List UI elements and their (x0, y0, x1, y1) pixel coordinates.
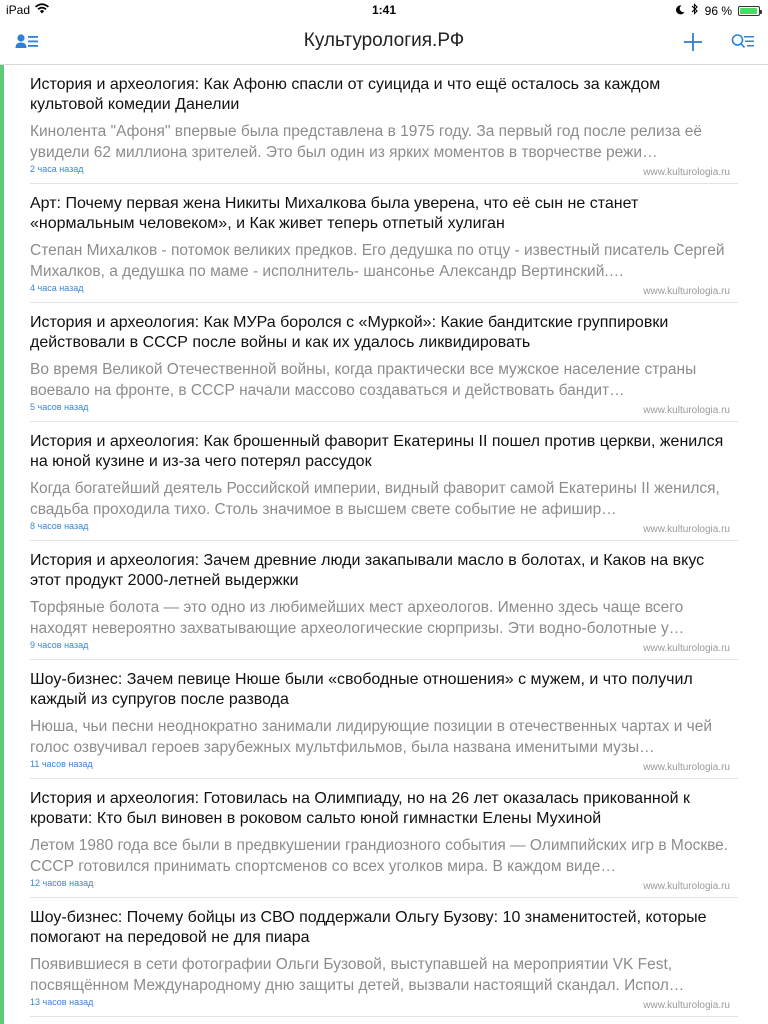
feed-item-title: История и археология: Готовилась на Олимпиаду, но на 26 лет оказалась прикованной к кровати: Кто был виновен в роковом сальто юной гимнастки Елены Мухиной (30, 790, 691, 827)
bluetooth-icon (691, 3, 699, 18)
feed-item-source: www.kulturologia.ru (643, 881, 730, 892)
news-feed (30, 65, 738, 1017)
feed-item-title: История и археология: Как брошенный фаворит Екатерины II пошел против церкви, женился на юной кузине и из-за чего потерял рассудок (30, 433, 724, 470)
unread-accent-bar (0, 65, 4, 1024)
feed-item[interactable] (30, 65, 738, 184)
feed-item-time: 13 часов назад (30, 997, 94, 1007)
feed-item-time: 8 часов назад (30, 521, 89, 531)
feed-item-excerpt: Торфяные болота — это одно из любимейших мест археологов. Именно здесь чаще всего находят невероятно захватывающие археологические сюрпризы. Эти водно-болотные у… (30, 599, 685, 637)
feed-item-title: Шоу-бизнес: Зачем певице Нюше были «свободные отношения» с мужем, и что получил каждый из супругов после развода (30, 671, 693, 708)
feed-item[interactable] (30, 660, 738, 779)
feed-item-excerpt: Появившиеся в сети фотографии Ольги Бузовой, выступавшей на мероприятии VK Fest, посвящённом Международному дню защиты детей, вызвали настоящий скандал. Испол… (30, 956, 685, 994)
battery-percent: 96 % (704, 3, 732, 18)
feed-item-source: www.kulturologia.ru (643, 762, 730, 773)
battery-fill (740, 8, 757, 14)
feed-item-time: 2 часа назад (30, 164, 84, 174)
feed-item-source: www.kulturologia.ru (643, 286, 730, 297)
feed-item-title: История и археология: Как Афоню спасли от суицида и что ещё осталось за каждом культовой комедии Данелии (30, 76, 661, 113)
feed-item-excerpt: Летом 1980 года все были в предвкушении грандиозного события — Олимпийских игр в Москве. СССР готовился принимать спортсменов со всех уголков мира. В каждом виде… (30, 837, 729, 875)
feed-item[interactable] (30, 184, 738, 303)
feed-item-source: www.kulturologia.ru (643, 643, 730, 654)
moon-icon (675, 4, 685, 18)
page-title: Культурология.РФ (303, 30, 465, 51)
feed-item-time: 12 часов назад (30, 878, 94, 888)
nav-bar (0, 20, 768, 65)
device-label: iPad (6, 3, 31, 17)
feed-item-title: Шоу-бизнес: Почему бойцы из СВО поддержали Ольгу Бузову: 10 знаменитостей, которые помогают на передовой не для пиара (30, 909, 707, 946)
battery-icon (738, 6, 760, 16)
feed-item-excerpt: Во время Великой Отечественной войны, когда практически все мужское население страны воевало на фронте, в СССР начали массово создаваться и действовать бандит… (30, 361, 697, 399)
feed-item[interactable] (30, 422, 738, 541)
feed-item-excerpt: Когда богатейший деятель Российской империи, видный фаворит самой Екатерины II женился, свадьба проходила тихо. Столь значимое в высшем свете событие не афишир… (30, 480, 720, 518)
feed-item-time: 9 часов назад (30, 640, 89, 650)
feed-item[interactable] (30, 541, 738, 660)
feed-item-source: www.kulturologia.ru (643, 1000, 730, 1011)
feed-item[interactable] (30, 898, 738, 1017)
feed-item-time: 4 часа назад (30, 283, 84, 293)
status-bar (0, 0, 768, 20)
feed-item[interactable] (30, 779, 738, 898)
feed-item-source: www.kulturologia.ru (643, 167, 730, 178)
add-icon (683, 32, 703, 52)
feed-item-excerpt: Кинолента "Афоня" впервые была представлена в 1975 году. За первый год после релиза её увидели 62 миллиона зрителей. Это был один из ярких моментов в творчестве режи… (30, 123, 702, 161)
feed-item-title: История и археология: Как МУРа боролся с «Муркой»: Какие бандитские группировки действовали в СССР после войны и как их удалось ликвидировать (30, 314, 669, 351)
feed-item-excerpt: Нюша, чьи песни неоднократно занимали лидирующие позиции в отечественных чартах и чей голос озвучивал героев зарубежных мультфильмов, была названа именитыми музы… (30, 718, 713, 756)
feed-item-source: www.kulturologia.ru (643, 524, 730, 535)
feed-item-time: 11 часов назад (30, 759, 93, 769)
feed-item-time: 5 часов назад (30, 402, 89, 412)
feed-item-title: История и археология: Зачем древние люди закапывали масло в болотах, и Каков на вкус этот продукт 2000-летней выдержки (30, 552, 705, 589)
search-filter-button[interactable] (730, 30, 756, 54)
feed-item[interactable] (30, 303, 738, 422)
filter-icon (730, 32, 756, 52)
status-time: 1:41 (371, 3, 397, 17)
feed-item-title: Арт: Почему первая жена Никиты Михалкова была уверена, что её сын не станет «нормальным человеком», и Как живет теперь отпетый хулиган (30, 195, 639, 232)
feed-item-source: www.kulturologia.ru (643, 405, 730, 416)
feed-item-excerpt: Степан Михалков - потомок великих предков. Его дедушка по отцу - известный писатель Сергей Михалков, а дедушка по маме - исполнитель- шансонье Александр Вертинский.… (30, 242, 725, 280)
add-button[interactable] (680, 30, 706, 54)
